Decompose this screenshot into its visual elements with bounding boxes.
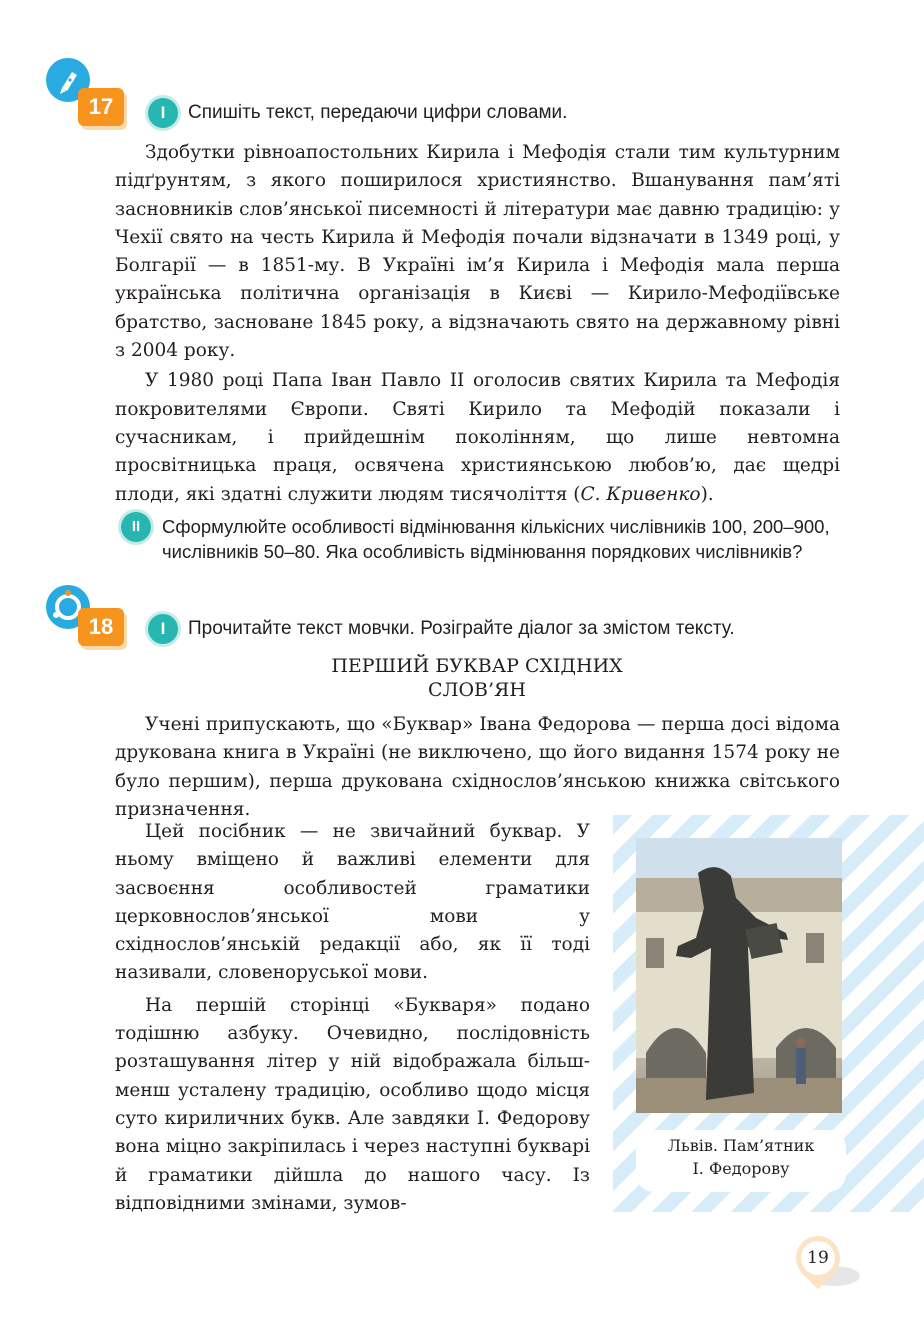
monument-photo [636, 838, 842, 1113]
photo-caption [636, 1130, 846, 1192]
paragraph: Учені припускають, що «Буквар» Івана Федорова — перша досі відома друкована книга в Україні (не виключено, що його видання 1574 року не було першим), перша друкована східнослов’янською книжка світського призначення. [115, 714, 840, 820]
paragraph-end: ). [700, 483, 714, 505]
level-badge: I [148, 98, 178, 128]
level-badge: II [121, 512, 151, 542]
caption-line: Львів. Пам’ятник [667, 1136, 815, 1155]
task-instruction: Прочитайте текст мовчки. Розіграйте діалог за змістом тексту. [188, 618, 735, 639]
paragraph: Здобутки рівноапостольних Кирила і Мефодія стали тим культурним підґрунтям, з якого поширилося християнство. Вшанування пам’яті засновників слов’янської писемності й літератури має давню традицію: у Чехії свято на честь Кирила й Мефодія почали відзначати в 1349 році, у Болгарії — в 1851-му. В Україні ім’я Кирила і Мефодія мала перша українська політична організація в Києві — Кирило-Мефодіївське братство, засноване 1845 року, а відзначають свято на державному рівні з 2004 року. [115, 142, 840, 362]
exercise-number-17: 17 [78, 88, 124, 126]
level-badge: I [148, 614, 178, 644]
task-instruction: Сформулюйте особливості відмінювання кількісних числівників 100, 200–900, числівників 50–80. Яка особливість відмінювання порядкових числівників? [162, 516, 830, 562]
title-line: ПЕРШИЙ БУКВАР СХІДНИХ [331, 655, 623, 677]
exercise-18-text [115, 711, 840, 824]
exercise-18-text-column [115, 818, 590, 1218]
page-number-marker [790, 1230, 870, 1300]
paragraph-text: У 1980 році Папа Іван Павло II оголосив святих Кирила та Мефодія покровителями Європи. Святі Кирило та Мефодій показали і сучасникам, і прийдешнім поколінням, що лише невтомна просвітницька праця, освячена християнською любов’ю, дає щедрі плоди, які здатні служити людям тисячоліття ( [115, 370, 840, 505]
title-line: СЛОВ’ЯН [428, 679, 526, 701]
paragraph [115, 367, 840, 508]
page-number: 19 [801, 1241, 835, 1275]
caption-line: І. Федорову [692, 1159, 790, 1178]
paragraph: Цей посібник — не звичайний буквар. У ньому вміщено й важливі елементи для засвоєння особливостей граматики церковнослов’янської мови у східнослов’янській редакції або, як її тоді називали, словеноруської мови. [115, 821, 590, 984]
text-title [280, 654, 674, 702]
task-instruction: Спишіть текст, передаючи цифри словами. [188, 102, 568, 123]
exercise-17-text [115, 139, 840, 509]
author-name: С. Кривенко [580, 483, 701, 505]
paragraph: На першій сторінці «Букваря» подано тодішню азбуку. Очевидно, послідовність розташування літер у ній відображала більш-менш усталену традицію, особливо щодо місця суто кириличних букв. Але завдяки І. Федорову вона міцно закріпилась і через наступні букварі й граматики дійшла до нашого часу. Із відповідними змінами, зумов- [115, 994, 590, 1214]
exercise-number-18: 18 [78, 608, 124, 646]
